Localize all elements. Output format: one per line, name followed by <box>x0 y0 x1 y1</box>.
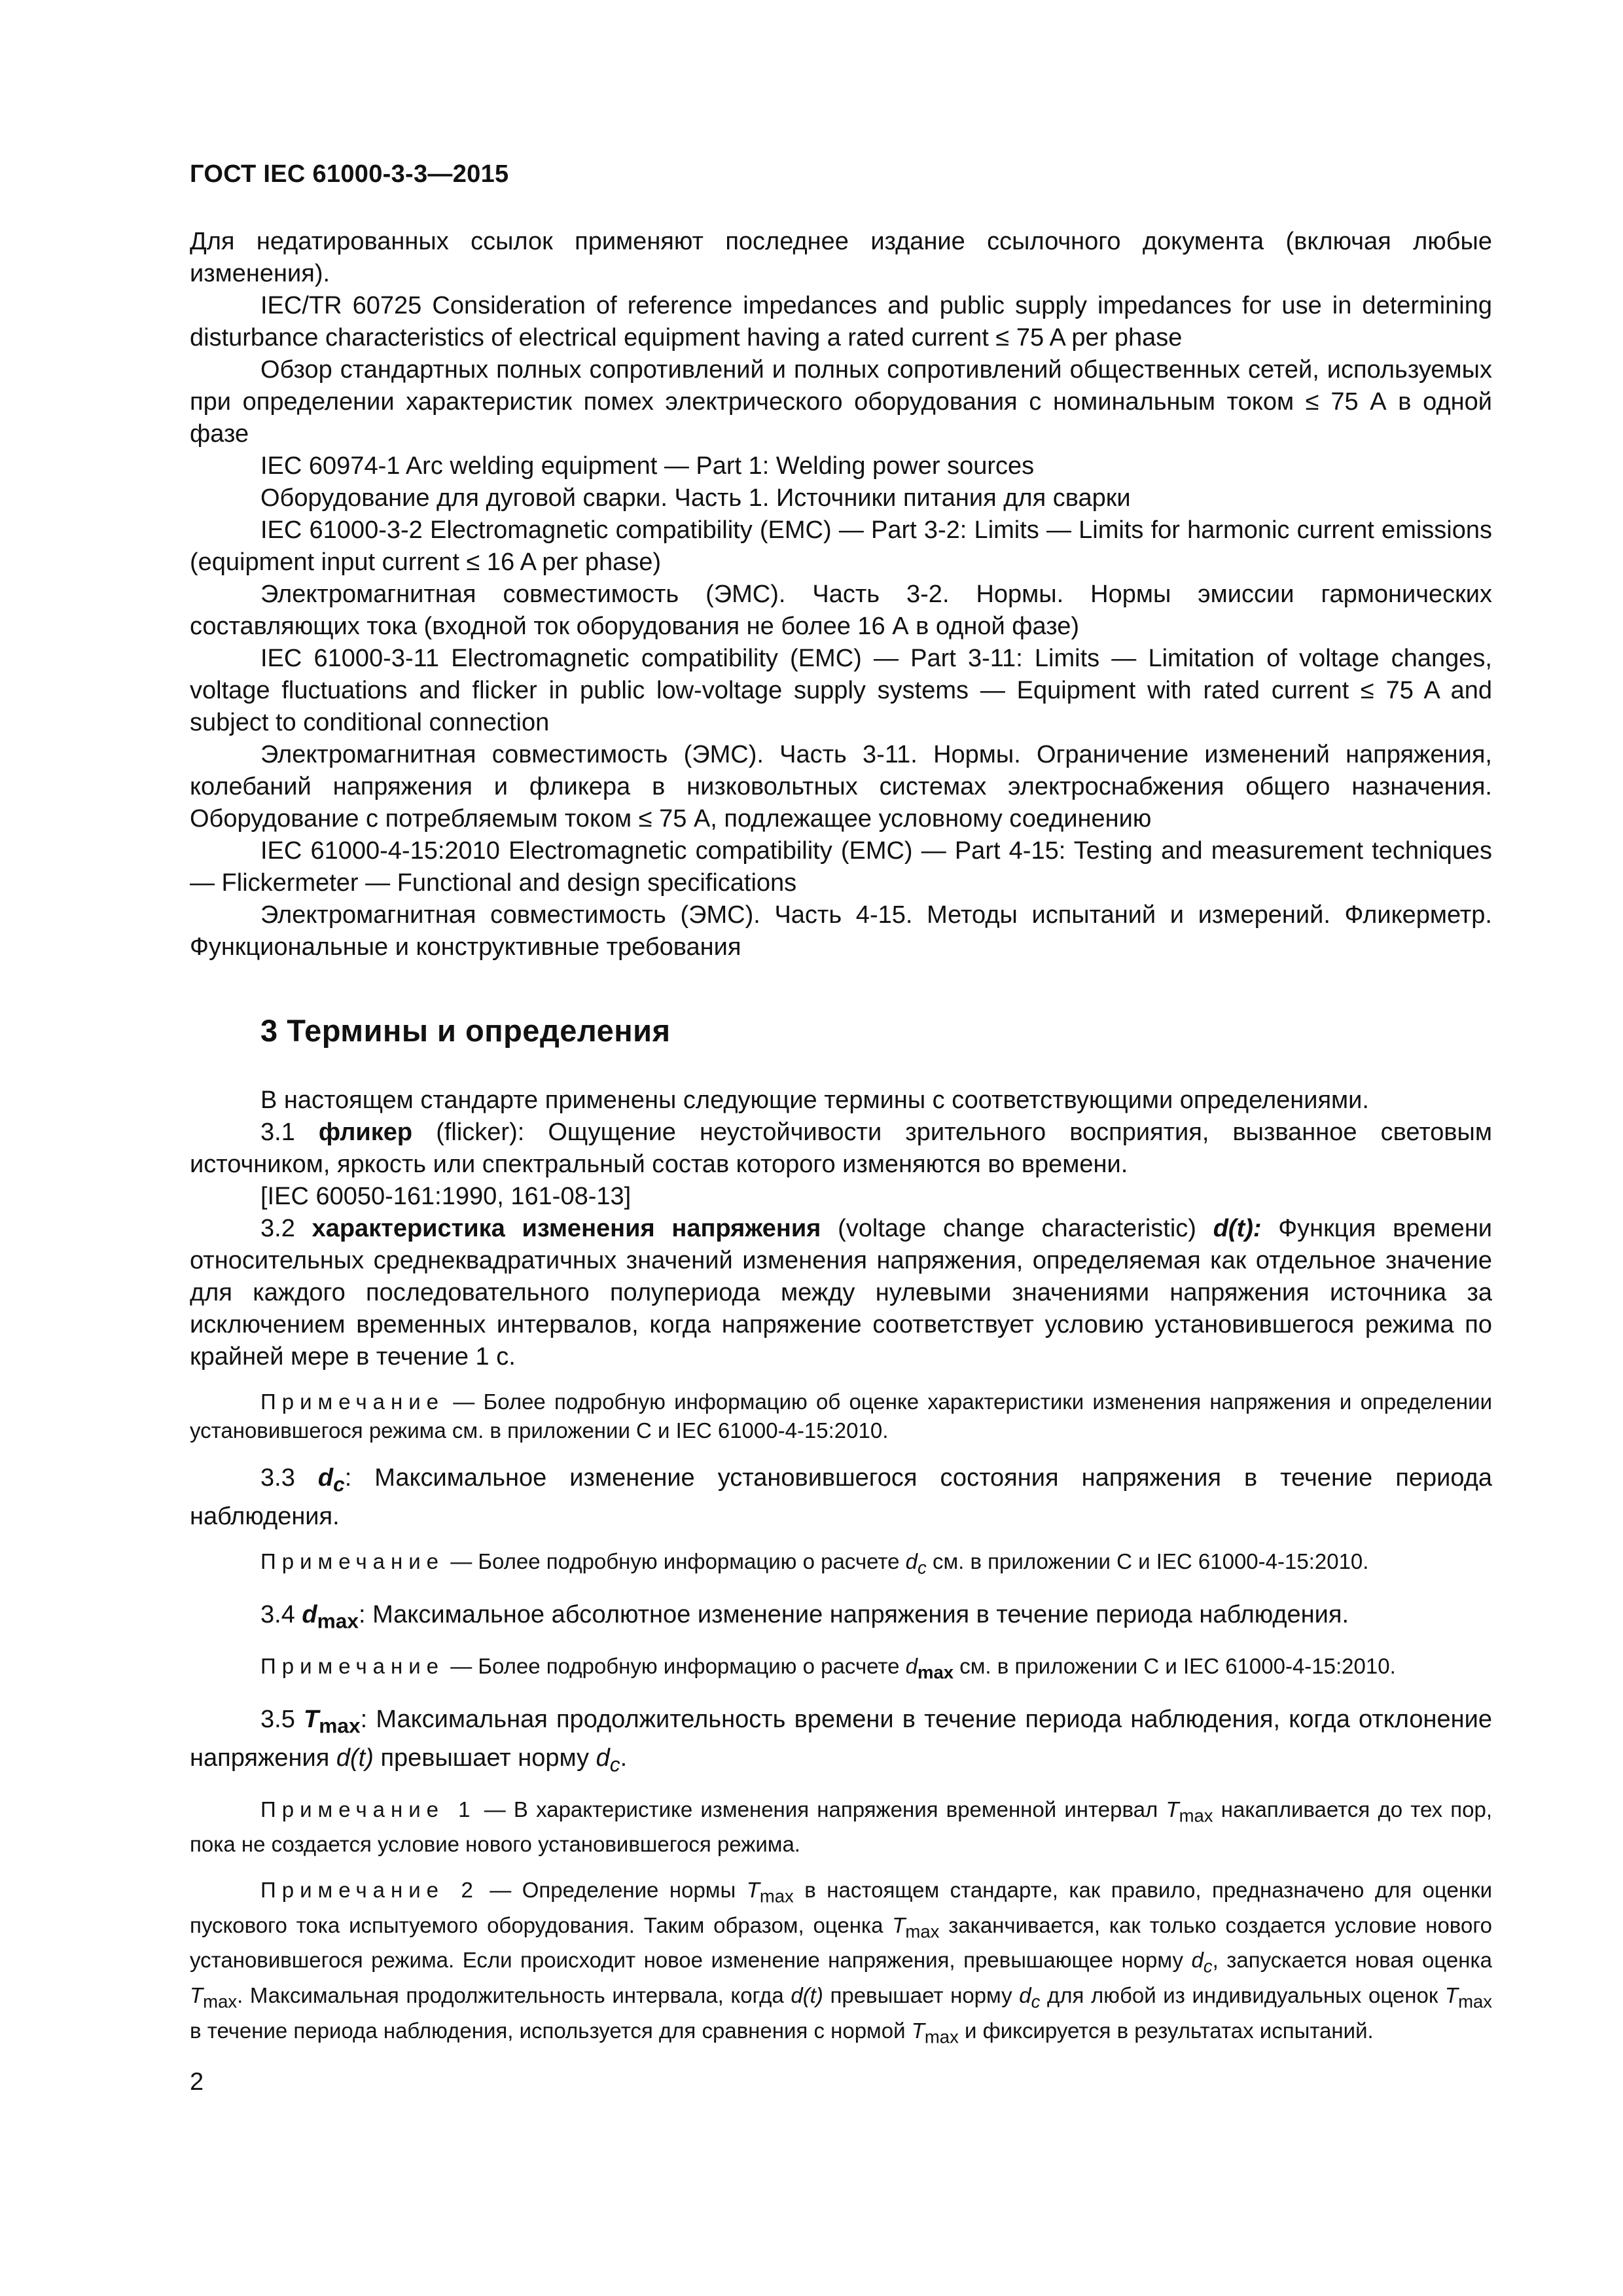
note-label: Примечание <box>260 1390 445 1414</box>
note-text-e: . Максимальная продолжительность интервала, когда <box>237 1982 784 2007</box>
term-3-4 <box>190 1599 1492 1638</box>
term-dc-sub: c <box>609 1752 620 1776</box>
term-3-2 <box>190 1213 1492 1373</box>
note-symbol: d <box>905 1549 918 1573</box>
note-text-b: см. в приложении С и IEC 61000-4-15:2010. <box>959 1653 1396 1678</box>
note-label: Примечание 2 <box>260 1878 479 1903</box>
note-dc: d <box>1019 1982 1031 2007</box>
document-body <box>190 226 1492 2068</box>
term-number: 3.2 <box>260 1215 295 1242</box>
note-symbol: T <box>190 1982 204 2007</box>
term-dc: d <box>596 1744 610 1772</box>
refs-intro: Для недатированных ссылок применяют последнее издание ссылочного документа (включая любые изменения). <box>190 228 1492 287</box>
term-3-5 <box>190 1704 1492 1780</box>
note-text-h: в течение периода наблюдения, используется для сравнения с нормой <box>190 2018 906 2043</box>
document-header: ГОСТ IEC 61000-3-3—2015 <box>190 160 509 188</box>
term-symbol: d <box>317 1464 334 1492</box>
note-symbol-sub: max <box>1179 1805 1213 1826</box>
note-symbol: T <box>911 2018 925 2043</box>
ref-iec-61000-3-2-ru: Электромагнитная совместимость (ЭМС). Часть 3-2. Нормы. Нормы эмиссии гармонических составляющих тока (входной ток оборудования не более 16 А в одной фазе) <box>190 581 1492 640</box>
term-english: (voltage change characteristic) <box>838 1215 1196 1242</box>
term-dt: d(t) <box>336 1744 374 1772</box>
term-number: 3.1 <box>260 1119 295 1146</box>
term-symbol-sub: max <box>317 1609 359 1633</box>
note-text-a: — Более подробную информацию о расчете <box>450 1549 900 1573</box>
note-3-3 <box>190 1547 1492 1583</box>
term-name: фликер <box>318 1119 413 1146</box>
term-number: 3.5 <box>260 1706 295 1734</box>
term-symbol: T <box>304 1706 319 1734</box>
term-3-1-source: [IEC 60050-161:1990, 161-08-13] <box>260 1183 632 1210</box>
note-symbol-sub: max <box>924 2026 959 2047</box>
note-label: Примечание 1 <box>260 1797 476 1821</box>
ref-iec-61000-3-2-en: IEC 61000-3-2 Electromagnetic compatibility (EMC) — Part 3-2: Limits — Limits for harmonic current emissions (equipment input current ≤ 16 A per phase) <box>190 516 1492 576</box>
note-label: Примечание <box>260 1653 445 1678</box>
page-number: 2 <box>190 2068 204 2096</box>
note-symbol: d <box>905 1653 918 1678</box>
note-text-d: , запускается новая оценка <box>1212 1948 1492 1973</box>
term-definition: : Максимальное абсолютное изменение напряжения в течение периода наблюдения. <box>358 1601 1349 1629</box>
term-definition: Функция времени относительных среднеквадратичных значений изменения напряжения, определяемая как отдельное значение для каждого последовательного полупериода между нулевыми значениями напряжения источника за исключением временных интервалов, когда напряжение соответствует условию установившегося режима по крайней мере в течение 1 с. <box>190 1215 1493 1371</box>
term-3-3 <box>190 1462 1492 1533</box>
note-text-a: — В характеристике изменения напряжения временной интервал <box>484 1797 1158 1821</box>
note-symbol: T <box>1166 1797 1179 1821</box>
note-text-c: заканчивается, как только создается условие нового установившегося режима. Если происходит новое изменение напряжения, превышающее норму <box>190 1912 1492 1973</box>
note-text-b: накапливается до тех пор, пока не создается условие нового установившегося режима. <box>190 1797 1493 1857</box>
term-definition-a: : Максимальная продолжительность времени в течение периода наблюдения, когда отклонение напряжения <box>190 1706 1492 1772</box>
note-dc-sub: c <box>1031 1991 1041 2012</box>
note-text-b: в настоящем стандарте, как правило, предназначено для оценки пускового тока испытуемого оборудования. Таким образом, оценка <box>190 1878 1493 1937</box>
note-3-5-1 <box>190 1795 1492 1859</box>
note-symbol-sub: max <box>203 1991 238 2012</box>
note-3-4 <box>190 1652 1492 1687</box>
term-symbol: d(t): <box>1213 1215 1262 1242</box>
note-3-2 <box>190 1388 1492 1445</box>
term-symbol: d <box>302 1601 317 1629</box>
note-text: — Более подробную информацию об оценке характеристики изменения напряжения и определении установившегося режима см. в приложении С и IEC 61000-4-15:2010. <box>190 1390 1492 1443</box>
note-dc: d <box>1191 1948 1204 1973</box>
term-end: . <box>620 1744 628 1772</box>
note-symbol: T <box>1444 1982 1459 2007</box>
term-definition: : Максимальное изменение установившегося состояния напряжения в течение периода наблюдения. <box>190 1464 1493 1530</box>
note-dt: d(t) <box>791 1982 823 2007</box>
ref-iec-tr-60725-ru: Обзор стандартных полных сопротивлений и полных сопротивлений общественных сетей, используемых при определении характеристик помех электрического оборудования с номинальным током ≤ 75 А в одной фазе <box>190 356 1492 448</box>
ref-iec-61000-3-11-ru: Электромагнитная совместимость (ЭМС). Часть 3-11. Нормы. Ограничение изменений напряжения, колебаний напряжения и фликера в низковольтных системах электроснабжения общего назначения. Оборудование с потребляемым током ≤ 75 А, подлежащее условному соединению <box>190 741 1492 833</box>
term-number: 3.4 <box>260 1601 295 1629</box>
term-definition: (flicker): Ощущение неустойчивости зрительного восприятия, вызванное световым источником, яркость или спектральный состав которого изменяются во времени. <box>190 1119 1492 1178</box>
ref-iec-61000-4-15-ru: Электромагнитная совместимость (ЭМС). Часть 4-15. Методы испытаний и измерений. Фликерметр. Функциональные и конструктивные требования <box>190 901 1492 961</box>
note-label: Примечание <box>260 1549 445 1573</box>
term-name: характеристика изменения напряжения <box>312 1215 821 1242</box>
note-symbol: T <box>892 1912 906 1937</box>
ref-iec-tr-60725-en: IEC/TR 60725 Consideration of reference impedances and public supply impedances for use in determining disturbance characteristics of electrical equipment having a rated current ≤ 75 A per phase <box>190 292 1492 351</box>
note-symbol-sub: max <box>759 1886 794 1907</box>
note-symbol-sub: max <box>905 1921 940 1942</box>
ref-iec-60974-1-en: IEC 60974-1 Arc welding equipment — Part 1: Welding power sources <box>260 452 1035 480</box>
note-text-a: — Определение нормы <box>490 1878 736 1903</box>
note-text-a: — Более подробную информацию о расчете <box>450 1653 900 1678</box>
note-symbol: T <box>746 1878 760 1903</box>
note-3-5-2 <box>190 1876 1492 2051</box>
ref-iec-60974-1-ru: Оборудование для дуговой сварки. Часть 1. Источники питания для сварки <box>260 484 1131 512</box>
section-3-title: 3 Термины и определения <box>260 1013 671 1048</box>
section-3-intro: В настоящем стандарте применены следующие термины с соответствующими определениями. <box>260 1086 1369 1114</box>
note-symbol-sub: max <box>918 1662 954 1683</box>
note-text-i: и фиксируется в результатах испытаний. <box>965 2018 1374 2043</box>
term-definition-b: превышает норму <box>380 1744 590 1772</box>
note-symbol-sub: c <box>918 1557 927 1578</box>
term-3-1 <box>190 1117 1492 1181</box>
note-text-f: превышает норму <box>830 1982 1012 2007</box>
term-symbol-sub: c <box>333 1472 345 1496</box>
ref-iec-61000-4-15-en: IEC 61000-4-15:2010 Electromagnetic compatibility (EMC) — Part 4-15: Testing and measurement techniques — Flickermeter — Functional and design specifications <box>190 837 1492 897</box>
ref-iec-61000-3-11-en: IEC 61000-3-11 Electromagnetic compatibility (EMC) — Part 3-11: Limits — Limitation of voltage changes, voltage fluctuations and flicker in public low-voltage supply systems — Equipment with rated current ≤ 75 A and subject to conditional connection <box>190 645 1492 736</box>
term-number: 3.3 <box>260 1464 295 1492</box>
term-symbol-sub: max <box>319 1713 361 1738</box>
note-dc-sub: c <box>1203 1956 1213 1977</box>
note-text-b: см. в приложении С и IEC 61000-4-15:2010. <box>932 1549 1369 1573</box>
note-text-g: для любой из индивидуальных оценок <box>1046 1982 1438 2007</box>
note-symbol-sub: max <box>1458 1991 1493 2012</box>
